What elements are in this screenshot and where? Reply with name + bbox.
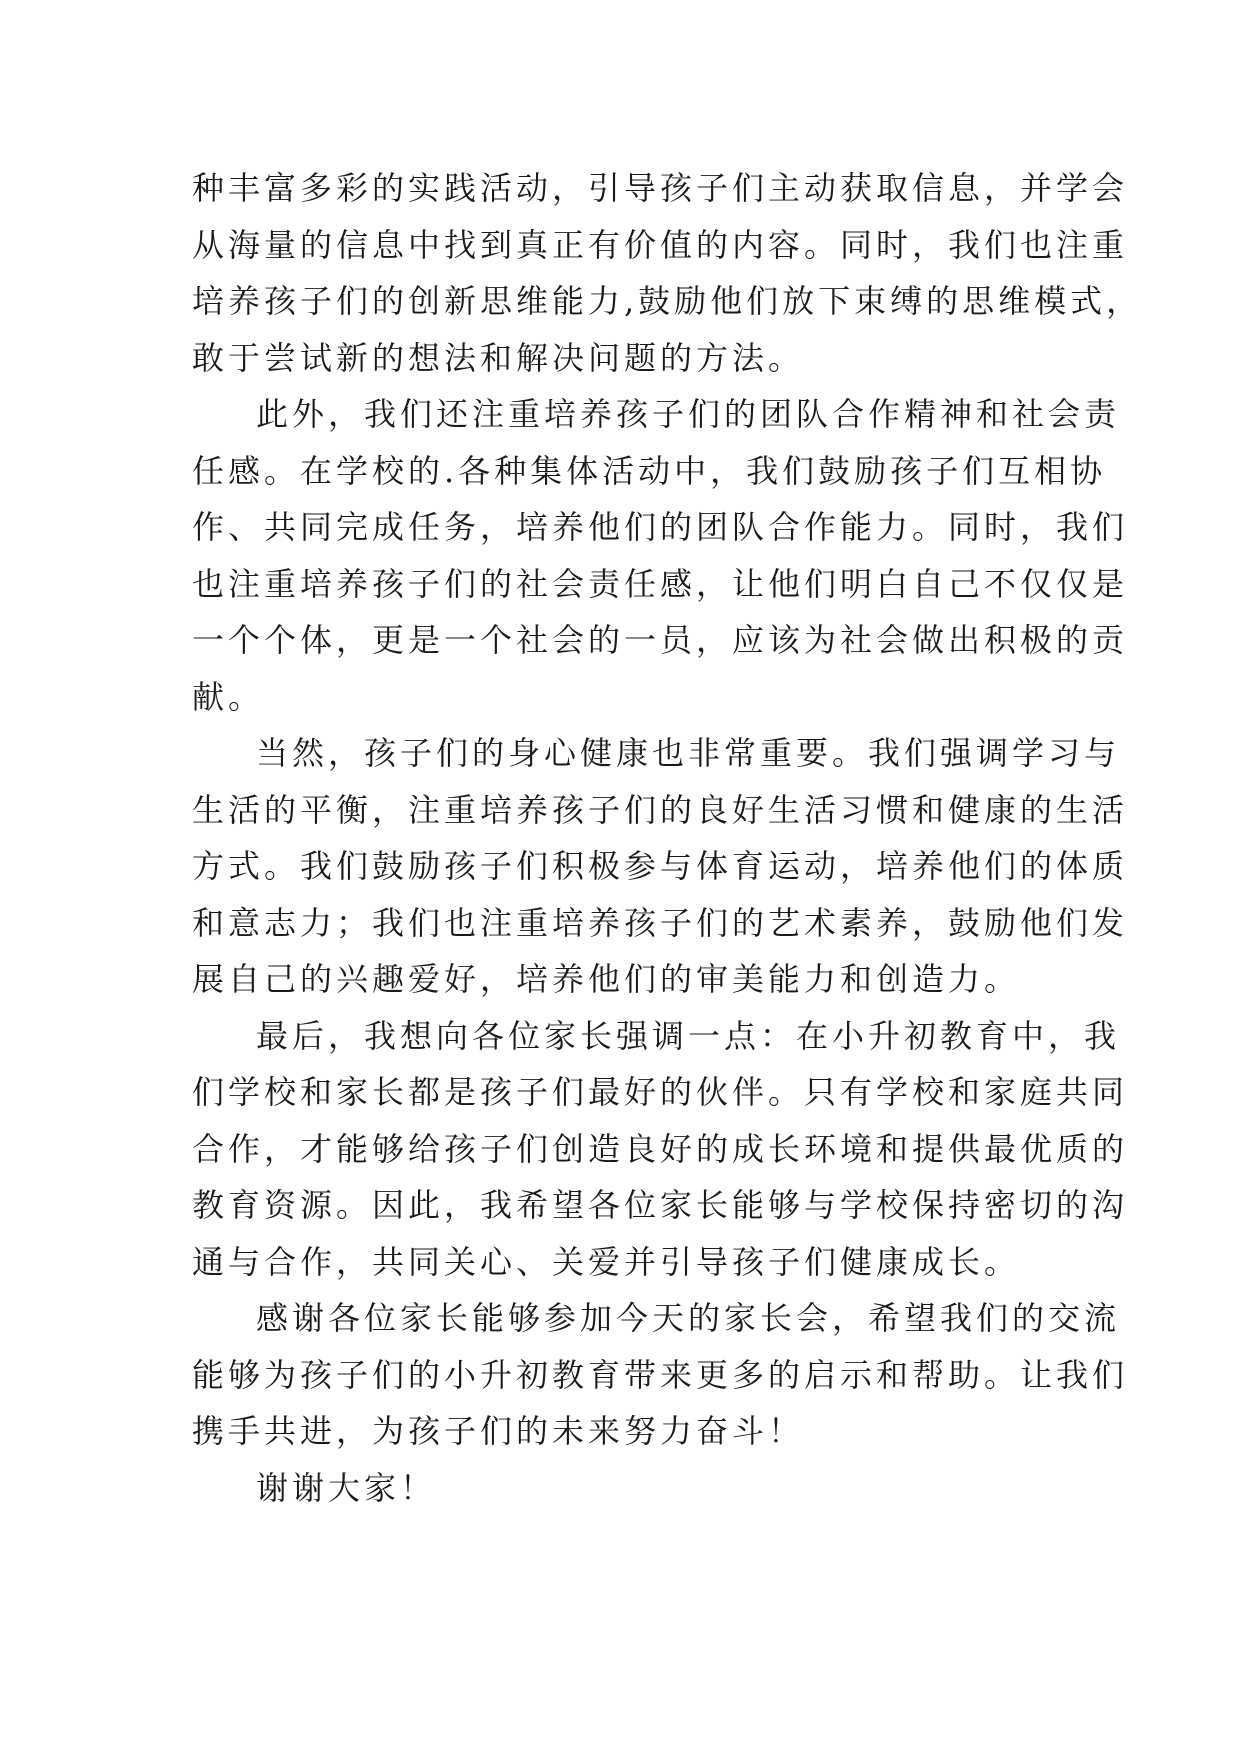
text-line: 种丰富多彩的实践活动，引导孩子们主动获取信息，并学会 [192, 169, 1129, 207]
paragraph-first-line: 此外，我们还注重培养孩子们的团队合作精神和社会责 [256, 395, 1121, 433]
text-line: 能够为孩子们的小升初教育带来更多的启示和帮助。让我们 [192, 1355, 1129, 1394]
text-line: 生活的平衡，注重培养孩子们的良好生活习惯和健康的生活 [192, 790, 1129, 829]
text-line: 方式。我们鼓励孩子们积极参与体育运动，培养他们的体质 [192, 847, 1129, 885]
text-line: 从海量的信息中找到真正有价值的内容。同时，我们也注重 [192, 225, 1129, 264]
text-line: 一个个体，更是一个社会的一员，应该为社会做出积极的贡 [192, 621, 1129, 659]
text-line: 任感。在学校的.各种集体活动中，我们鼓励孩子们互相协 [192, 451, 1107, 490]
text-line: 展自己的兴趣爱好，培养他们的审美能力和创造力。 [192, 960, 1021, 998]
closing-line: 谢谢大家！ [256, 1468, 437, 1507]
paragraph-first-line: 感谢各位家长能够参加今天的家长会，希望我们的交流 [256, 1299, 1121, 1337]
paragraph-first-line: 最后，我想向各位家长强调一点：在小升初教育中，我 [256, 1016, 1121, 1055]
text-line: 培养孩子们的创新思维能力,鼓励他们放下束缚的思维模式， [192, 282, 1143, 320]
paragraph-first-line: 当然，孩子们的身心健康也非常重要。我们强调学习与 [256, 734, 1121, 772]
text-line: 献。 [192, 677, 265, 716]
text-line: 携手共进，为孩子们的未来努力奋斗！ [192, 1412, 805, 1450]
body-text [192, 160, 1143, 1516]
text-line: 合作，才能够给孩子们创造良好的成长环境和提供最优质的 [192, 1129, 1129, 1168]
text-line: 也注重培养孩子们的社会责任感，让他们明白自己不仅仅是 [192, 564, 1129, 603]
text-line: 和意志力；我们也注重培养孩子们的艺术素养，鼓励他们发 [192, 903, 1129, 942]
text-line: 们学校和家长都是孩子们最好的伙伴。只有学校和家庭共同 [192, 1073, 1129, 1111]
text-line: 通与合作，共同关心、关爱并引导孩子们健康成长。 [192, 1242, 1021, 1281]
text-line: 教育资源。因此，我希望各位家长能够与学校保持密切的沟 [192, 1186, 1129, 1224]
text-line: 作、共同完成任务，培养他们的团队合作能力。同时，我们 [192, 508, 1129, 546]
text-line: 敢于尝试新的想法和解决问题的方法。 [192, 338, 805, 377]
